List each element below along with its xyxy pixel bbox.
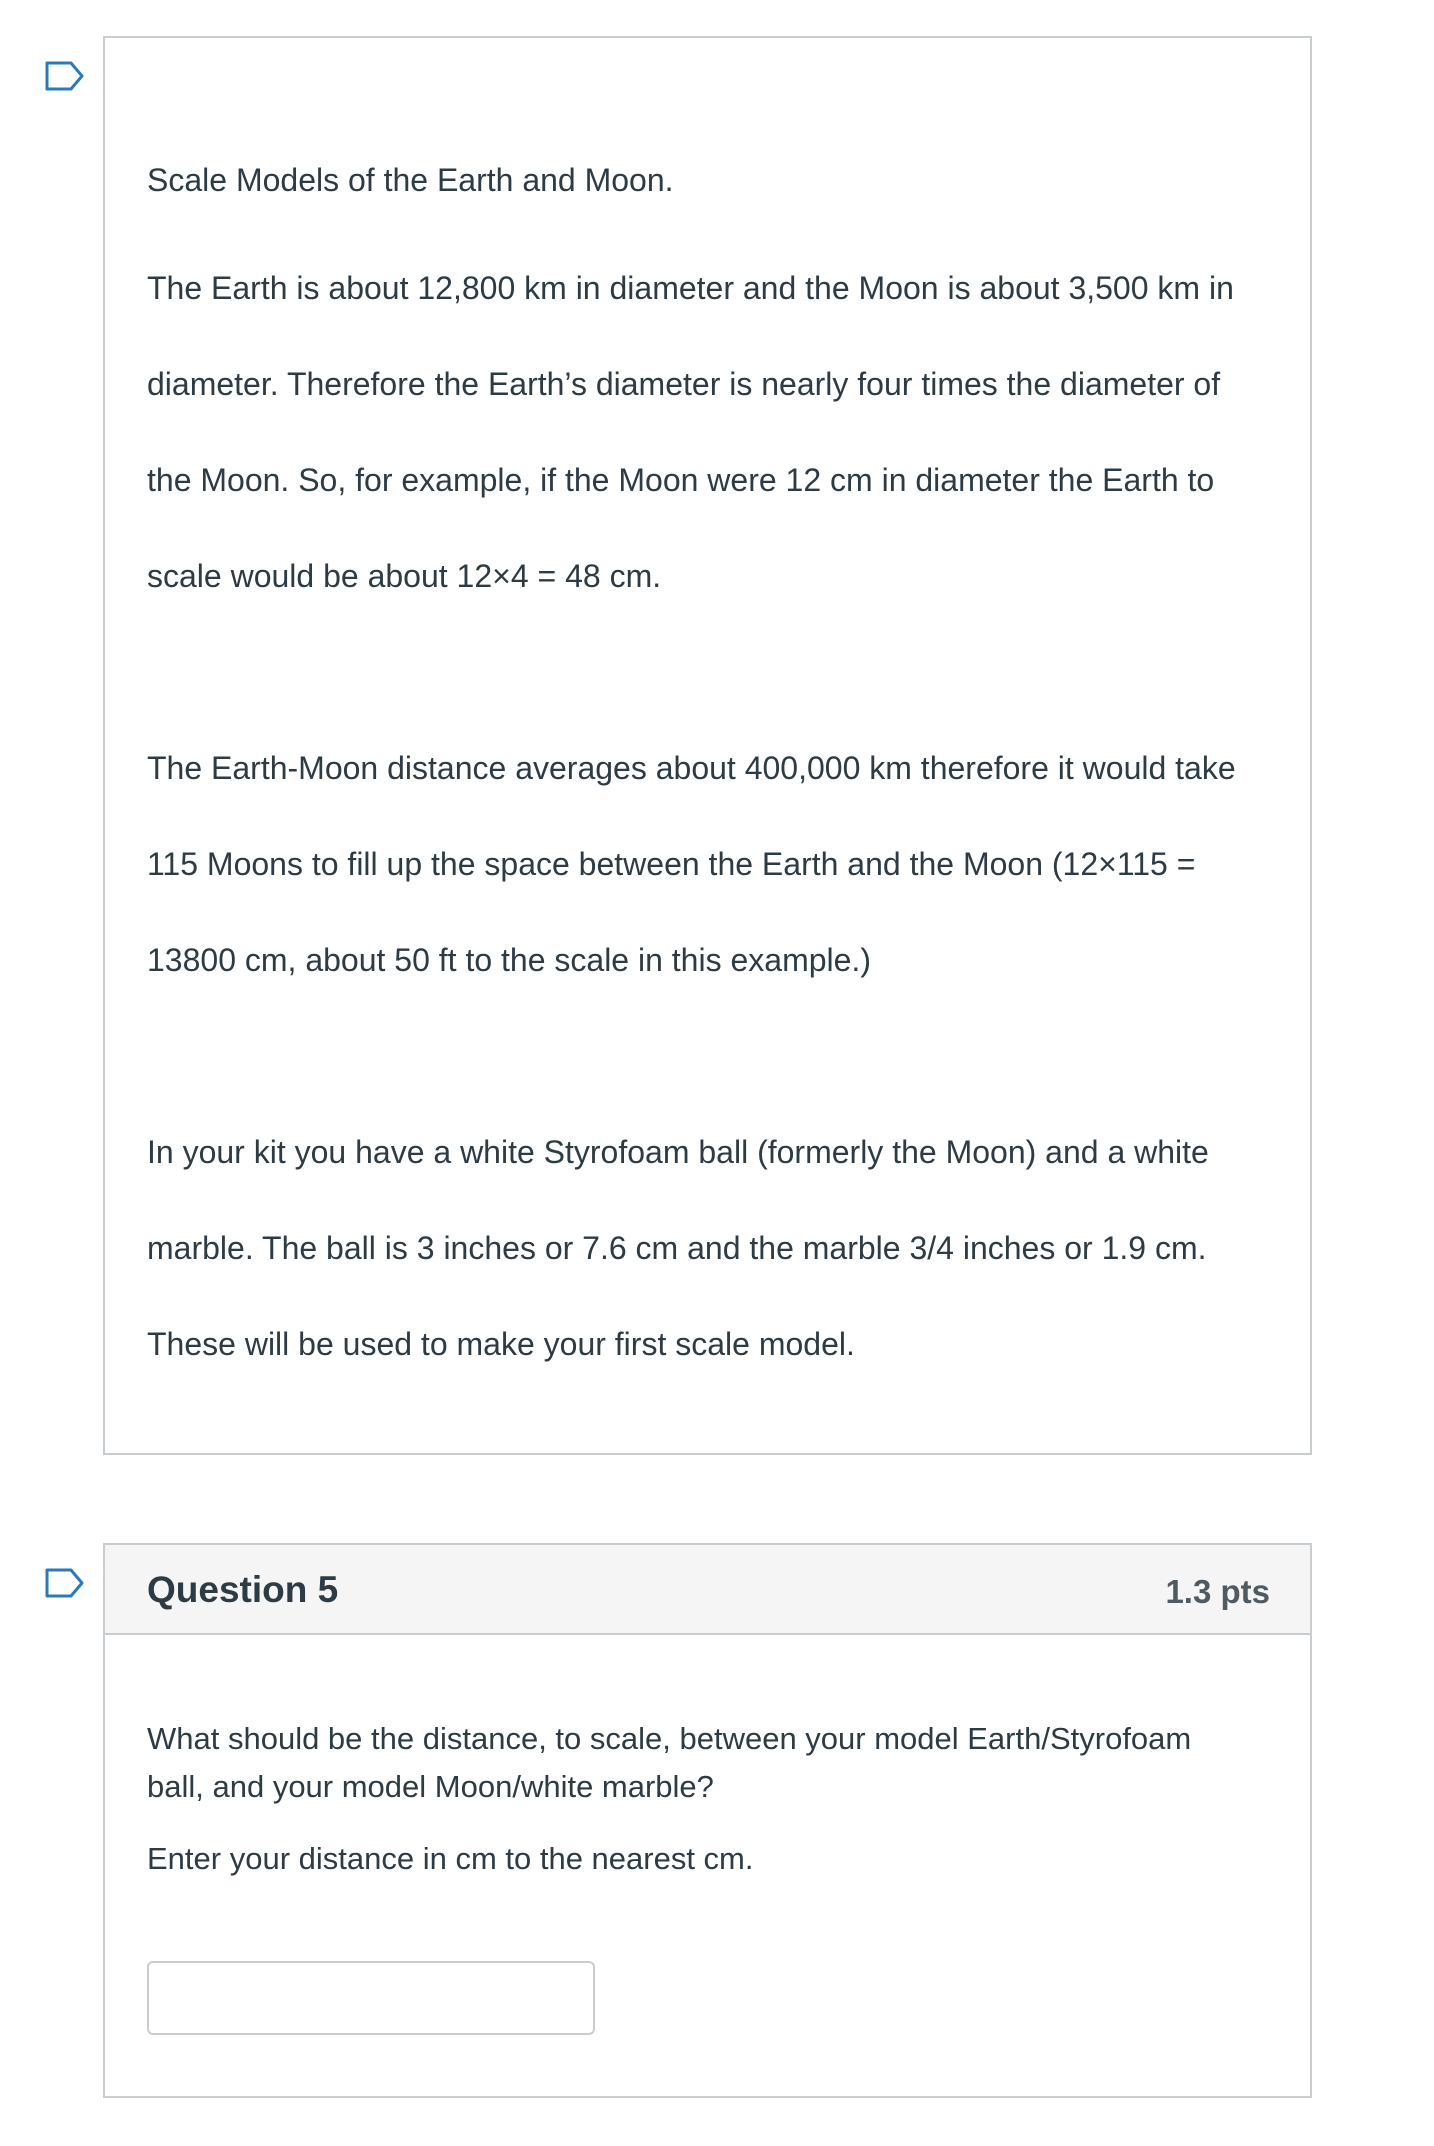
- flag-question-icon[interactable]: [44, 1567, 86, 1599]
- flag-question-icon[interactable]: [44, 60, 86, 92]
- question-title: Question 5: [147, 1569, 339, 1610]
- passage-line: In your kit you have a white Styrofoam ball (formerly the Moon) and a white: [147, 1134, 1209, 1170]
- text-item-card: [103, 36, 1312, 1455]
- passage-paragraph-3: [147, 1104, 1250, 1392]
- passage-line: diameter. Therefore the Earth’s diameter is nearly four times the diameter of: [147, 366, 1221, 402]
- passage-line: 115 Moons to fill up the space between the Earth and the Moon (12×115 =: [147, 846, 1196, 882]
- passage-title: Scale Models of the Earth and Moon.: [147, 162, 674, 198]
- passage-line: The Earth is about 12,800 km in diameter and the Moon is about 3,500 km in: [147, 270, 1234, 306]
- passage-line: 13800 cm, about 50 ft to the scale in this example.): [147, 942, 871, 978]
- passage-paragraph-1: [147, 240, 1250, 624]
- passage-body: [147, 154, 1250, 1392]
- passage-line: The Earth-Moon distance averages about 400,000 km therefore it would take: [147, 750, 1236, 786]
- question-header: [105, 1545, 1310, 1635]
- question-body: [147, 1715, 1250, 1907]
- question-card: [103, 1543, 1312, 2098]
- passage-line: These will be used to make your first scale model.: [147, 1326, 855, 1362]
- answer-input[interactable]: [147, 1961, 595, 2035]
- passage-paragraph-2: [147, 720, 1250, 1008]
- question-prompt: What should be the distance, to scale, between your model Earth/Styrofoam ball, and your model Moon/white marble?: [147, 1721, 1192, 1804]
- passage-line: marble. The ball is 3 inches or 7.6 cm and the marble 3/4 inches or 1.9 cm.: [147, 1230, 1207, 1266]
- question-instruction: Enter your distance in cm to the nearest cm.: [147, 1841, 754, 1876]
- passage-line: scale would be about 12×4 = 48 cm.: [147, 558, 662, 594]
- passage-line: the Moon. So, for example, if the Moon were 12 cm in diameter the Earth to: [147, 462, 1215, 498]
- question-points: 1.3 pts: [1165, 1573, 1270, 1610]
